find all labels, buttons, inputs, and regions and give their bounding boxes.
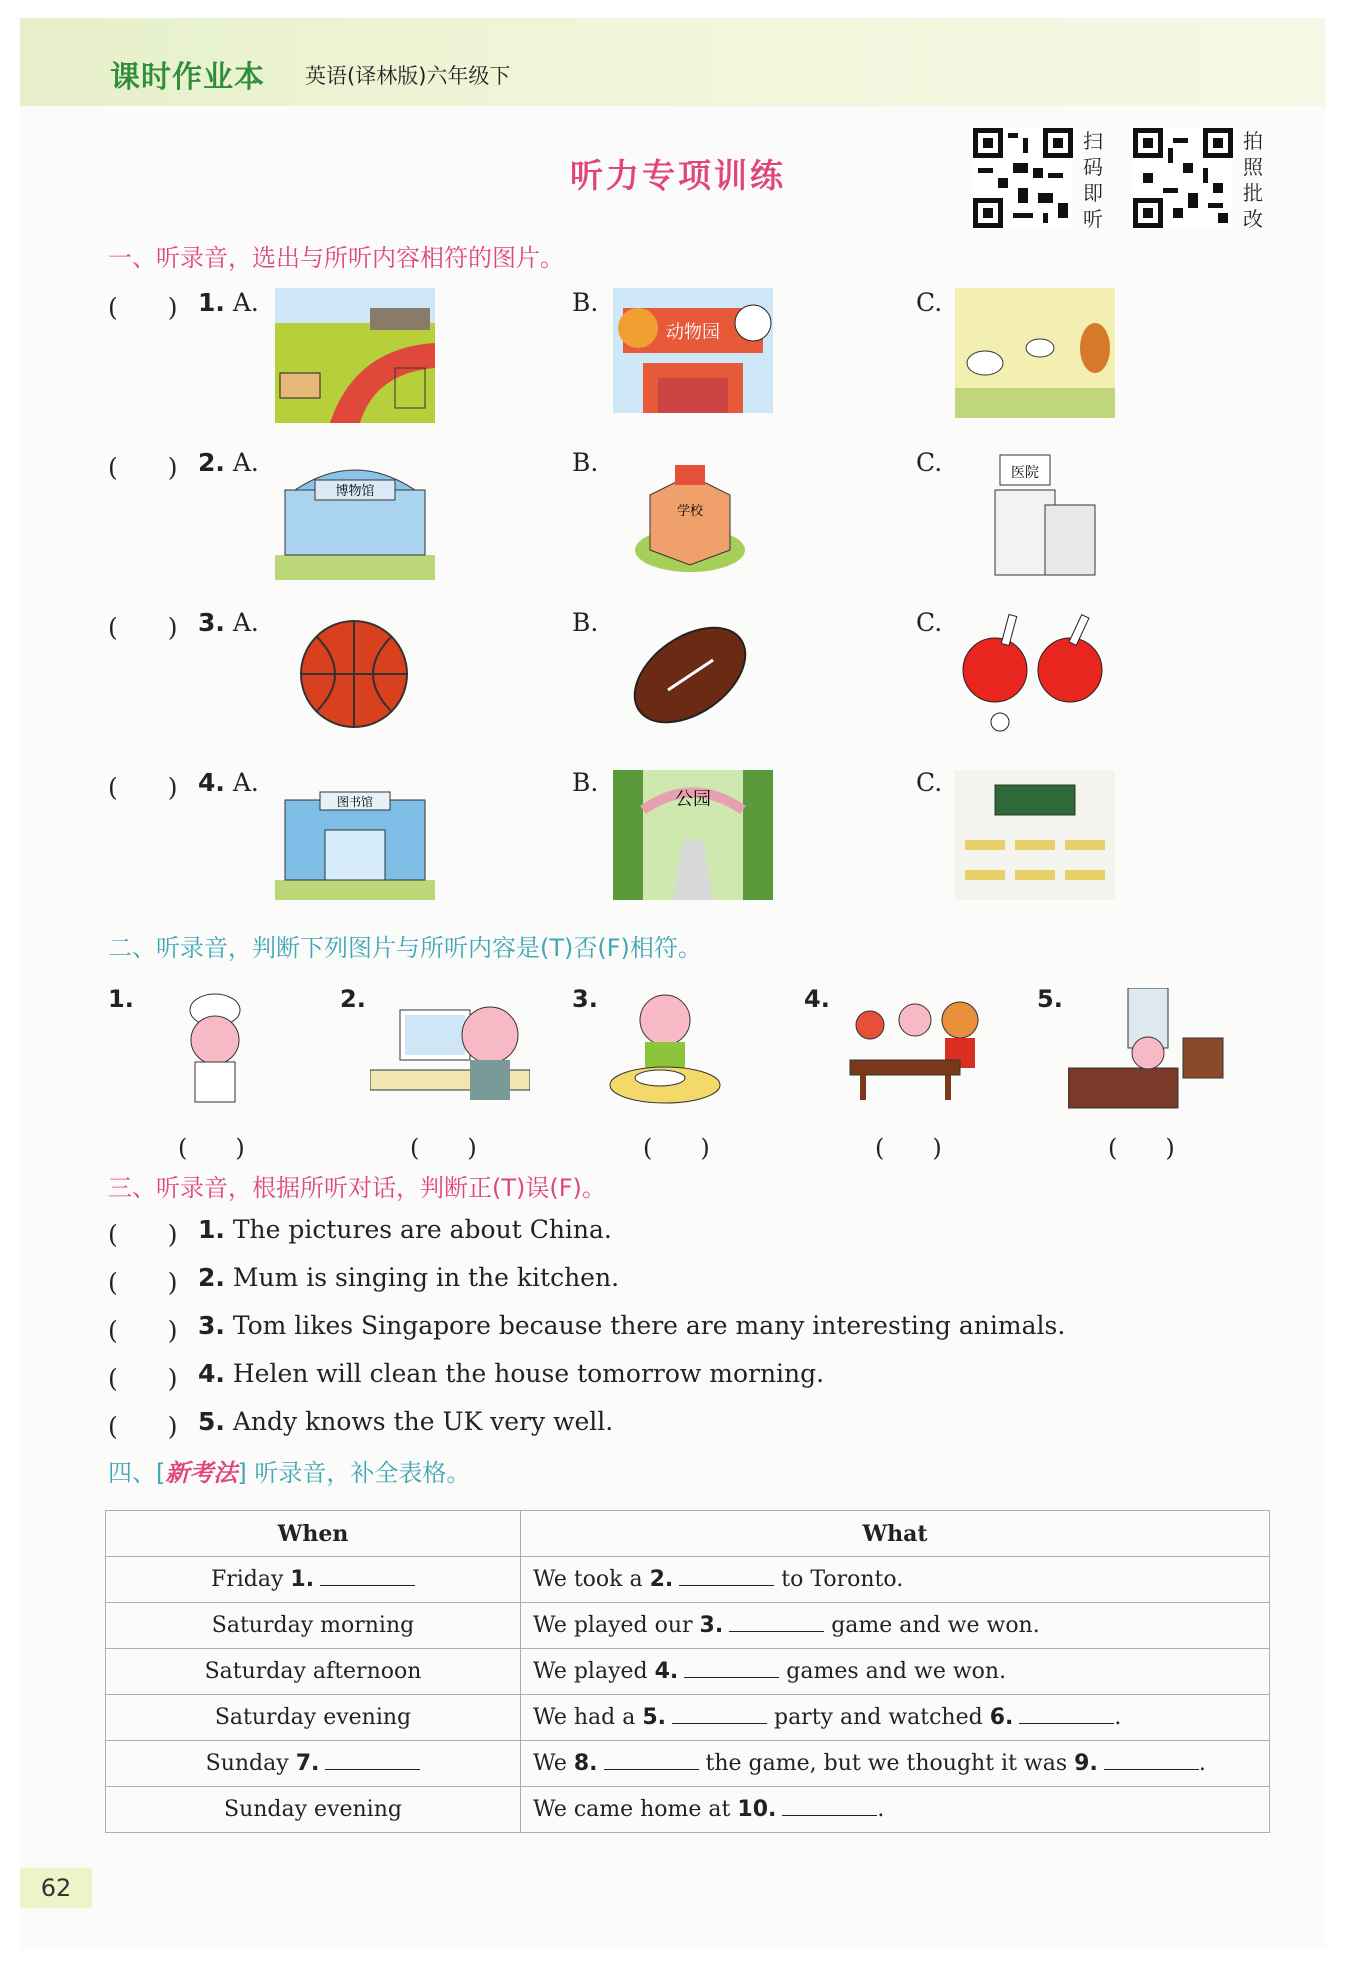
when-cell: Sunday 7. [106,1741,521,1787]
what-cell: We had a 5. party and watched 6. . [521,1695,1270,1741]
answer-paren[interactable]: ( ) [108,453,178,482]
statement-3: 3. Tom likes Singapore because there are many interesting animals. [198,1311,1066,1340]
statement-5: 5. Andy knows the UK very well. [198,1407,614,1436]
column-header: What [521,1511,1270,1557]
option-b: B. [572,288,599,317]
table-row [106,1557,1270,1603]
option-c: C. [916,608,943,637]
photo-label: 拍 照 批 改 [1243,129,1263,231]
option-b: B. [572,768,599,797]
what-cell: We took a 2. to Toronto. [521,1557,1270,1603]
what-cell: We played our 3. game and we won. [521,1603,1270,1649]
answer-paren[interactable]: ( ) [108,1412,178,1441]
statement-2: 2. Mum is singing in the kitchen. [198,1263,620,1292]
section3-heading: 三、听录音，根据所听对话，判断正(T)误(F)。 [108,1174,606,1202]
answer-paren[interactable]: ( ) [108,773,178,802]
answer-paren[interactable]: ( ) [178,1134,245,1162]
picture-number: 4. [804,985,830,1013]
answer-paren[interactable]: ( ) [410,1134,477,1162]
answer-blank[interactable] [1104,1751,1199,1770]
scan-label: 扫 码 即 听 [1083,129,1103,231]
option-b: B. [572,608,599,637]
answer-blank[interactable] [679,1567,774,1586]
picture-number: 5. [1037,985,1063,1013]
farm-picture [955,288,1115,418]
question-2: 2. A. [198,448,259,477]
brand-title: 课时作业本 [110,60,265,95]
basketball-picture [298,618,410,730]
answer-paren[interactable]: ( ) [875,1134,942,1162]
when-cell: Saturday evening [106,1695,521,1741]
statement-4: 4. Helen will clean the house tomorrow morning. [198,1359,825,1388]
when-cell: Friday 1. [106,1557,521,1603]
option-b: B. [572,448,599,477]
library-picture [275,770,435,900]
page-number: 62 [20,1868,92,1908]
ping-pong-paddles-picture [955,610,1115,735]
animals-at-table-picture [840,990,1000,1110]
answer-blank[interactable] [672,1705,767,1724]
park-gate-picture [613,770,773,900]
section1-heading: 一、听录音，选出与所听内容相符的图片。 [108,244,564,272]
column-header: When [106,1511,521,1557]
what-cell: We played 4. games and we won. [521,1649,1270,1695]
what-cell: We 8. the game, but we thought it was 9. . [521,1741,1270,1787]
page-title: 听力专项训练 [570,156,786,195]
answer-blank[interactable] [684,1659,779,1678]
scan-qr-code-icon[interactable] [973,128,1073,228]
answer-paren[interactable]: ( ) [108,293,178,322]
table-row [106,1741,1270,1787]
question-4: 4. A. [198,768,259,797]
answer-paren[interactable]: ( ) [1108,1134,1175,1162]
answer-paren[interactable]: ( ) [108,1316,178,1345]
pig-kitchen-picture [1068,988,1228,1113]
picture-number: 1. [108,985,134,1013]
table-row [106,1649,1270,1695]
school-picture [630,455,750,575]
pig-computer-picture [370,990,530,1110]
option-c: C. [916,288,943,317]
answer-blank[interactable] [325,1751,420,1770]
question-1: 1. A. [198,288,259,317]
rugby-ball-picture [628,615,753,735]
option-c: C. [916,768,943,797]
answer-blank[interactable] [782,1797,877,1816]
when-cell: Saturday afternoon [106,1649,521,1695]
answer-paren[interactable]: ( ) [108,1364,178,1393]
answer-blank[interactable] [604,1751,699,1770]
svg-text:动物园: 动物园 [666,322,720,343]
svg-text:博物馆: 博物馆 [335,484,375,499]
when-cell: Sunday evening [106,1787,521,1833]
table-row [106,1603,1270,1649]
table-header-row [106,1511,1270,1557]
picture-number: 2. [340,985,366,1013]
classroom-picture [955,770,1115,900]
answer-paren[interactable]: ( ) [108,1220,178,1249]
photo-qr-code-icon[interactable] [1133,128,1233,228]
new-method-tag: 新考法 [165,1459,238,1487]
book-subtitle: 英语(译林版)六年级下 [305,64,511,88]
what-cell: We came home at 10. . [521,1787,1270,1833]
svg-text:公园: 公园 [675,789,711,810]
question-3: 3. A. [198,608,259,637]
table-row [106,1787,1270,1833]
answer-paren[interactable]: ( ) [108,1268,178,1297]
option-c: C. [916,448,943,477]
hospital-picture [985,450,1100,580]
table-row [106,1695,1270,1741]
answer-paren[interactable]: ( ) [643,1134,710,1162]
pig-eating-picture [605,990,725,1110]
answer-blank[interactable] [729,1613,824,1632]
pig-chef-picture [165,990,265,1110]
fill-in-table [105,1510,1270,1833]
answer-blank[interactable] [320,1567,415,1586]
svg-text:图书馆: 图书馆 [336,795,374,809]
svg-text:医院: 医院 [1011,465,1039,481]
museum-picture [275,450,435,580]
section2-heading: 二、听录音，判断下列图片与所听内容是(T)否(F)相符。 [108,934,702,962]
section4-heading: 四、[新考法] 听录音，补全表格。 [108,1459,471,1487]
statement-1: 1. The pictures are about China. [198,1215,612,1244]
playground-picture [275,288,435,423]
zoo-gate-picture [613,288,773,413]
picture-number: 3. [572,985,598,1013]
svg-text:学校: 学校 [676,504,704,519]
answer-paren[interactable]: ( ) [108,613,178,642]
when-cell: Saturday morning [106,1603,521,1649]
answer-blank[interactable] [1019,1705,1114,1724]
